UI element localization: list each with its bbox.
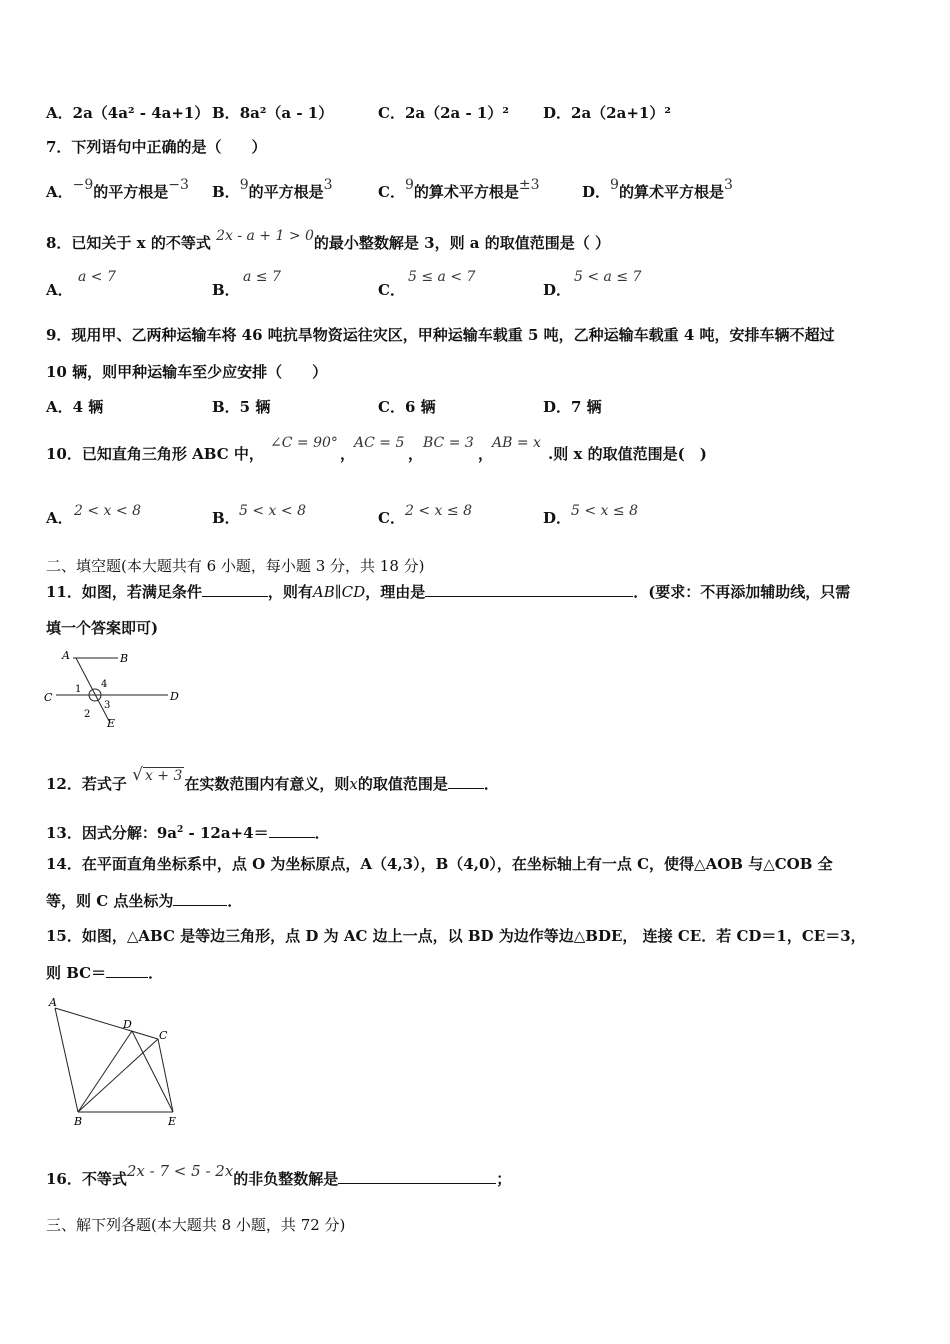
q7-stem: 7．下列语句中正确的是（ ） <box>46 138 267 156</box>
q10-stem-post: .则 x 的取值范围是( ) <box>548 445 707 463</box>
stem-text: ． <box>227 892 243 910</box>
q6-option-d <box>543 103 671 123</box>
math-expr: 5 < a ≤ 7 <box>574 269 642 285</box>
stem-text: 等，则 C 点坐标为 <box>46 892 174 910</box>
q8-option-a-expr <box>78 266 116 287</box>
answer-blank[interactable] <box>202 582 268 597</box>
q11-figure <box>40 645 190 733</box>
stem-text: 的非负整数解是 <box>233 1170 339 1188</box>
option-letter: B． <box>212 509 240 527</box>
q9-line2: 10 辆，则甲种运输车至少应安排（ ） <box>46 363 328 381</box>
label-b: B <box>120 652 129 665</box>
q10-option-b <box>212 508 240 528</box>
stem-text: 10．已知直角三角形 ABC 中， <box>46 445 264 463</box>
option-letter: A． <box>46 104 73 122</box>
q10-sep-3: ， <box>478 445 494 463</box>
option-expr: 8a²（a - 1） <box>239 104 334 122</box>
stem-text: ． <box>148 964 164 982</box>
stem-text: ． <box>314 824 330 842</box>
math-expr: AB = x <box>492 435 541 451</box>
math-expr: −9 <box>72 177 94 193</box>
option-text: 的算术平方根是 <box>413 183 519 201</box>
math-expr: 5 < x ≤ 8 <box>571 503 638 519</box>
math-expr: 2 < x < 8 <box>74 503 141 519</box>
inequality: 2x - a + 1 > 0 <box>216 228 314 244</box>
stem-text: 的最小整数解是 3，则 a 的取值范围是（ ） <box>313 234 610 252</box>
stem-text: 16．不等式 <box>46 1170 127 1188</box>
option-letter: B． <box>212 104 240 122</box>
math-expr: a ≤ 7 <box>243 269 281 285</box>
stem-text: ．(要求：不再添加辅助线，只需 <box>633 583 851 601</box>
q13-line <box>46 820 330 843</box>
answer-blank[interactable] <box>425 582 633 597</box>
label-e: E <box>168 1115 177 1128</box>
side-ab <box>55 1008 78 1112</box>
stem-text: 8．已知关于 x 的不等式 <box>46 234 211 252</box>
q7-option-d <box>582 177 733 203</box>
q15-line1: 15．如图，△ABC 是等边三角形，点 D 为 AC 边上一点，以 BD 为边作等边△BDE， 连接 CE．若 CD＝1，CE＝3， <box>46 927 866 945</box>
stem-text: 12．若式子 <box>46 775 127 793</box>
math-expr: −3 <box>168 177 189 193</box>
math-expr: 9 <box>239 177 249 193</box>
section-2-heading: 二、填空题(本大题共有 6 小题，每小题 3 分，共 18 分) <box>46 557 425 575</box>
q10-sep-1: ， <box>340 445 356 463</box>
q10-sep-2: ， <box>408 445 424 463</box>
stem-text: 11．如图，若满足条件 <box>46 583 202 601</box>
stem-text: 的取值范围是 <box>357 775 448 793</box>
q7-option-b <box>212 177 333 203</box>
side-bc <box>78 1039 158 1112</box>
math-expr: AC = 5 <box>354 435 405 451</box>
q15-figure <box>40 994 190 1132</box>
q8-option-b <box>212 280 240 300</box>
math-expr: 3 <box>323 177 333 193</box>
q8-stem <box>46 228 610 254</box>
q8-option-a <box>46 280 73 300</box>
stem-text: 13．因式分解：9a <box>46 824 178 842</box>
q14-line2 <box>46 891 242 911</box>
segment-de <box>132 1031 173 1112</box>
q10-option-a-expr <box>74 500 141 521</box>
option-letter: D． <box>582 183 611 201</box>
option-letter: C． <box>378 183 405 201</box>
option-expr: 2a（4a² - 4a+1） <box>72 104 210 122</box>
q8-option-b-expr <box>243 266 281 287</box>
q16-line <box>46 1162 512 1189</box>
option-letter: C． <box>378 104 405 122</box>
q6-option-a <box>46 103 209 123</box>
q7-option-c <box>378 177 540 203</box>
angle-2-label: 2 <box>84 709 91 720</box>
option-text: 的算术平方根是 <box>618 183 724 201</box>
q10-option-d <box>543 508 571 528</box>
sqrt-expression <box>132 766 184 784</box>
label-e: E <box>107 717 116 730</box>
math-expr: 2 < x ≤ 8 <box>405 503 472 519</box>
stem-text: ． <box>483 775 499 793</box>
q10-cond-3 <box>423 432 474 453</box>
variable: x <box>349 775 358 793</box>
q10-stem <box>46 444 264 464</box>
math-expr: a < 7 <box>78 269 116 285</box>
option-letter: C． <box>378 509 405 527</box>
math-expr: BC = 3 <box>423 435 474 451</box>
option-letter: D． <box>543 104 572 122</box>
math-expr: 9 <box>610 177 619 193</box>
q10-option-b-expr <box>239 500 306 521</box>
stem-text: 在实数范围内有意义，则 <box>184 775 350 793</box>
label-d: D <box>170 690 179 703</box>
q10-option-d-expr <box>571 500 638 521</box>
option-text: 的平方根是 <box>248 183 324 201</box>
q10-option-c <box>378 508 405 528</box>
label-a: A <box>62 649 70 662</box>
label-a: A <box>49 996 57 1009</box>
math-expr: AB∥CD <box>312 583 366 601</box>
q6-option-b <box>212 103 333 123</box>
q11-line1 <box>46 582 850 602</box>
stem-text: ，理由是 <box>365 583 426 601</box>
q6-option-c <box>378 103 509 123</box>
radicand: x + 3 <box>144 768 183 784</box>
q11-line2: 填一个答案即可) <box>46 619 159 637</box>
answer-blank[interactable] <box>106 963 148 978</box>
label-c: C <box>159 1029 168 1042</box>
label-b: B <box>74 1115 83 1128</box>
option-letter: A． <box>46 509 73 527</box>
math-expr: 5 ≤ a < 7 <box>408 269 476 285</box>
option-expr: 2a（2a - 1）² <box>404 104 509 122</box>
q10-option-c-expr <box>405 500 472 521</box>
stem-text: 则 BC＝ <box>46 964 107 982</box>
option-letter: A． <box>46 281 73 299</box>
option-letter: D． <box>543 281 572 299</box>
q10-cond-1 <box>270 432 338 453</box>
segment-ce <box>158 1039 173 1112</box>
q8-option-d <box>543 280 571 300</box>
stem-text: ； <box>496 1170 512 1188</box>
q7-option-a <box>46 177 189 203</box>
option-letter: A． <box>46 183 73 201</box>
q9-option-c: C．6 辆 <box>378 398 436 416</box>
q8-option-c <box>378 280 405 300</box>
answer-blank[interactable] <box>338 1169 496 1184</box>
q12-line <box>46 765 499 795</box>
q14-line1: 14．在平面直角坐标系中，点 O 为坐标原点，A（4,3），B（4,0），在坐标轴上有一点 C，使得△AOB 与△COB 全 <box>46 855 833 873</box>
math-expr: 3 <box>723 177 733 193</box>
answer-blank[interactable] <box>173 891 227 906</box>
math-expr: ±3 <box>518 177 540 193</box>
q9-option-d: D．7 辆 <box>543 398 602 416</box>
segment-bd <box>78 1031 132 1112</box>
q10-cond-2 <box>354 432 404 453</box>
math-expr: ∠C = 90° <box>270 435 338 451</box>
q10-cond-4 <box>492 432 541 453</box>
q15-line2 <box>46 963 163 983</box>
q9-line1: 9．现用甲、乙两种运输车将 46 吨抗旱物资运往灾区，甲种运输车载重 5 吨，乙种运输车载重 4 吨，安排车辆不超过 <box>46 326 835 344</box>
answer-blank[interactable] <box>269 823 315 838</box>
option-letter: B． <box>212 281 240 299</box>
math-expr: 9 <box>404 177 414 193</box>
q9-option-b: B．5 辆 <box>212 398 271 416</box>
q10-option-a <box>46 508 73 528</box>
option-letter: C． <box>378 281 405 299</box>
option-letter: D． <box>543 509 572 527</box>
label-c: C <box>44 691 53 704</box>
option-expr: 2a（2a+1）² <box>571 104 671 122</box>
side-ac <box>55 1008 158 1039</box>
angle-3-label: 3 <box>104 700 111 711</box>
q8-option-c-expr <box>408 266 475 287</box>
option-text: 的平方根是 <box>93 183 169 201</box>
exponent: 2 <box>177 825 184 835</box>
angle-4-label: 4 <box>101 679 108 690</box>
stem-text: - 12a+4＝ <box>183 824 269 842</box>
inequality: 2x - 7 < 5 - 2x <box>126 1162 234 1180</box>
answer-blank[interactable] <box>448 774 484 789</box>
label-d: D <box>123 1018 132 1031</box>
radical-sign: √ <box>132 765 143 785</box>
option-letter: B． <box>212 183 240 201</box>
angle-1-label: 1 <box>75 684 82 695</box>
section-3-heading: 三、解下列各题(本大题共 8 小题，共 72 分) <box>46 1216 346 1234</box>
q9-option-a: A．4 辆 <box>46 398 104 416</box>
stem-text: ，则有 <box>267 583 313 601</box>
math-expr: 5 < x < 8 <box>239 503 306 519</box>
q8-option-d-expr <box>574 266 641 287</box>
